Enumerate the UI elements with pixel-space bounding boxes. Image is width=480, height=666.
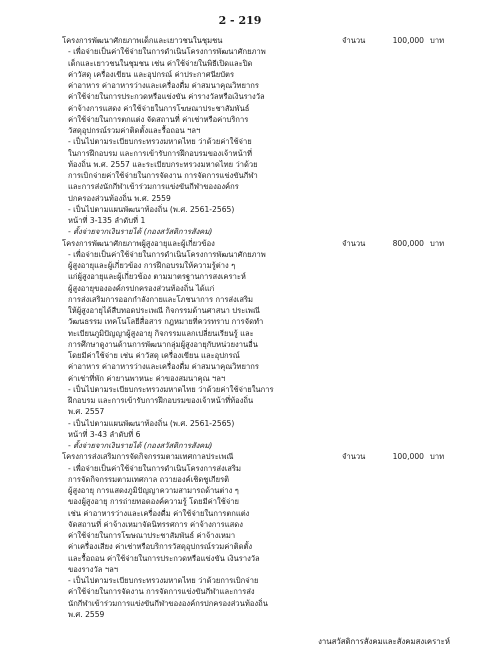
description-line: จัดสถานที่ ค่าจ้างเหมาจัดนิทรรศการ ค่าจ้างการแสดง xyxy=(68,519,243,529)
description-line: - เป็นไปตามแผนพัฒนาท้องถิ่น (พ.ศ. 2561-2565) xyxy=(68,204,235,214)
amount-unit: บาท xyxy=(430,36,445,45)
description-line: เด็กและเยาวชนในชุมชน เช่น ค่าใช้จ่ายในพิธีเปิดและปิด xyxy=(68,58,253,68)
description-line: นักกีฬาเข้าร่วมการแข่งขันกีฬาขององค์กรปกครองส่วนท้องถิ่น xyxy=(68,598,268,608)
amount-label: จำนวน xyxy=(342,452,366,462)
description-line: ผู้สูงอายุและผู้เกี่ยวข้อง การฝึกอบรมให้ความรู้ต่าง ๆ xyxy=(68,261,236,270)
description-line: การจัดกิจกรรมตามเทศกาล ถวายองค์เชิดชูเกียรติ xyxy=(68,474,230,484)
description-line: - เพื่อจ่ายเป็นค่าใช้จ่ายในการดำเนินโครงการพัฒนาศักยภาพ xyxy=(68,249,266,259)
description-line: การศึกษาดูงานด้านการพัฒนากลุ่มผู้สูงอายุกับหน่วยงานอื่น xyxy=(68,339,258,349)
description-line: ปกครองส่วนท้องถิ่น พ.ศ. 2559 xyxy=(68,193,171,203)
funding-source-note: - ตั้งจ่ายจากเงินรายได้ (กองสวัสดิการสังคม) xyxy=(68,227,213,237)
amount-value: 100,000 xyxy=(392,452,424,462)
amount-label: จำนวน xyxy=(342,238,366,248)
description-line: - เป็นไปตามระเบียบกระทรวงมหาดไทย ว่าด้วยการเบิกจ่าย xyxy=(68,576,259,585)
description-line: - เป็นไปตามระเบียบกระทรวงมหาดไทย ว่าด้วยค่าใช้จ่าย xyxy=(68,137,252,147)
description-line: โดยมีค่าใช้จ่าย เช่น ค่าวัสดุ เครื่องเขียน และอุปกรณ์ xyxy=(68,351,240,360)
funding-source-note: - ตั้งจ่ายจากเงินรายได้ (กองสวัสดิการสังคม) xyxy=(68,441,213,450)
budget-item xyxy=(62,451,452,620)
description-line: ค่าเครื่องเสียง ค่าเช่าหรือบริการวัสดุอุปกรณ์รวมค่าติดตั้ง xyxy=(68,542,253,552)
description-line: วัสดุอุปกรณ์รวมค่าติดตั้งและรื้อถอน ฯลฯ xyxy=(68,126,201,135)
description-line: วัฒนธรรม เทคโนโลยีสื่อสาร กฎหมายที่ควรทราบ การจัดทำ xyxy=(68,317,264,327)
description-line: การส่งเสริมการออกกำลังกายและโภชนาการ การส่งเสริม xyxy=(68,294,254,304)
budget-sections xyxy=(62,35,452,620)
description-line: ค่าวัสดุ เครื่องเขียน และอุปกรณ์ ค่าประกาศนียบัตร xyxy=(68,69,235,79)
item-title: โครงการพัฒนาศักยภาพผู้สูงอายุและผู้เกี่ยวข้อง xyxy=(62,238,215,248)
description-line: ฝึกอบรม และการเข้ารับการฝึกอบรมของเจ้าหน้าที่ท้องถิ่น xyxy=(68,396,254,405)
description-line: ผู้สูงอายุขององค์กรปกครองส่วนท้องถิ่น ได้แก่ xyxy=(68,283,215,293)
description-line: หน้าที่ 3-135 ลำดับที่ 1 xyxy=(68,216,146,225)
description-line: แก่ผู้สูงอายุและผู้เกี่ยวข้อง ตามมาตรฐานการสงเคราะห์ xyxy=(68,272,246,282)
description-line: ค่าเช่าที่พัก ค่ายานพาหนะ ค่าของสมนาคุณ ฯลฯ xyxy=(68,373,226,383)
page-number: 2 - 219 xyxy=(218,14,262,27)
description-line: - เพื่อจ่ายเป็นค่าใช้จ่ายในการดำเนินโครงการส่งเสริม xyxy=(68,463,242,473)
description-line: ในการฝึกอบรม และการเข้ารับการฝึกอบรมของเจ้าหน้าที่ xyxy=(68,148,252,158)
budget-item xyxy=(62,35,452,238)
item-description xyxy=(62,238,330,452)
amount-value: 800,000 xyxy=(392,238,424,248)
description-line: ทะเบียนภูมิปัญญาผู้สูงอายุ กิจกรรมแลกเปลี่ยนเรียนรู้ และ xyxy=(68,328,254,338)
item-description xyxy=(62,35,330,238)
footer-department: งานสวัสดิการสังคมและสังคมสงเคราะห์ xyxy=(318,637,450,646)
description-line: พ.ศ. 2559 xyxy=(68,609,105,619)
description-line: ผู้สูงอายุ การแสดงภูมิปัญญาความสามารถด้านต่าง ๆ xyxy=(68,486,239,495)
description-line: ของรางวัล ฯลฯ xyxy=(68,564,119,574)
description-line: ค่าอาหาร ค่าอาหารว่างและเครื่องดื่ม ค่าสมนาคุณวิทยากร xyxy=(68,81,259,90)
description-line: หน้าที่ 3-43 ลำดับที่ 6 xyxy=(68,429,141,439)
description-line: และรื้อถอน ค่าใช้จ่ายในการประกวดหรือแข่งขัน เงินรางวัล xyxy=(68,553,260,563)
amount-unit: บาท xyxy=(430,452,445,462)
description-line: การเบิกจ่ายค่าใช้จ่ายในการจัดงาน การจัดการแข่งขันกีฬา xyxy=(68,171,258,180)
description-line: ค่าใช้จ่ายในการตกแต่ง จัดสถานที่ ค่าเช่าหรือค่าบริการ xyxy=(68,114,249,124)
description-line: ค่าใช้จ่ายในการจัดงาน การจัดการแข่งขันกีฬาและการส่ง xyxy=(68,587,255,597)
item-title: โครงการส่งเสริมการจัดกิจกรรมตามเทศกาลประเพณี xyxy=(62,452,234,462)
description-line: - เพื่อจ่ายเป็นค่าใช้จ่ายในการดำเนินโครงการพัฒนาศักยภาพ xyxy=(68,47,266,57)
description-line: ค่าจ้างการแสดง ค่าใช้จ่ายในการโฆษณาประชาสัมพันธ์ xyxy=(68,103,250,113)
item-title: โครงการพัฒนาศักยภาพเด็กและเยาวชนในชุมชน xyxy=(62,36,223,45)
description-line: พ.ศ. 2557 xyxy=(68,407,105,417)
amount-unit: บาท xyxy=(430,238,445,248)
description-line: เช่น ค่าอาหารว่างและเครื่องดื่ม ค่าใช้จ่ายในการตกแต่ง xyxy=(68,508,250,518)
description-line: ค่าใช้จ่ายในการประกวดหรือแข่งขัน ค่ารางวัลหรือเงินรางวัล xyxy=(68,92,265,102)
item-description xyxy=(62,451,330,620)
description-line: ให้ผู้สูงอายุได้สืบทอดประเพณี กิจกรรมด้านศาสนา ประเพณี xyxy=(68,306,260,315)
budget-item xyxy=(62,238,452,452)
description-line: และการส่งนักกีฬาเข้าร่วมการแข่งขันกีฬาขององค์กร xyxy=(68,182,239,192)
description-line: ของผู้สูงอายุ การถ่ายทอดองค์ความรู้ โดยมีค่าใช้จ่าย xyxy=(68,497,239,507)
amount-value: 100,000 xyxy=(392,36,424,45)
description-line: - เป็นไปตามแผนพัฒนาท้องถิ่น (พ.ศ. 2561-2565) xyxy=(68,418,235,428)
description-line: - เป็นไปตามระเบียบกระทรวงมหาดไทย ว่าด้วยค่าใช้จ่ายในการ xyxy=(68,384,274,394)
description-line: ค่าใช้จ่ายในการโฆษณาประชาสัมพันธ์ ค่าจ้างเหมา xyxy=(68,531,236,540)
description-line: ค่าอาหาร ค่าอาหารว่างและเครื่องดื่ม ค่าสมนาคุณวิทยากร xyxy=(68,362,259,372)
description-line: ท้องถิ่น พ.ศ. 2557 และระเบียบกระทรวงมหาดไทย ว่าด้วย xyxy=(68,159,258,169)
amount-label: จำนวน xyxy=(342,36,366,45)
